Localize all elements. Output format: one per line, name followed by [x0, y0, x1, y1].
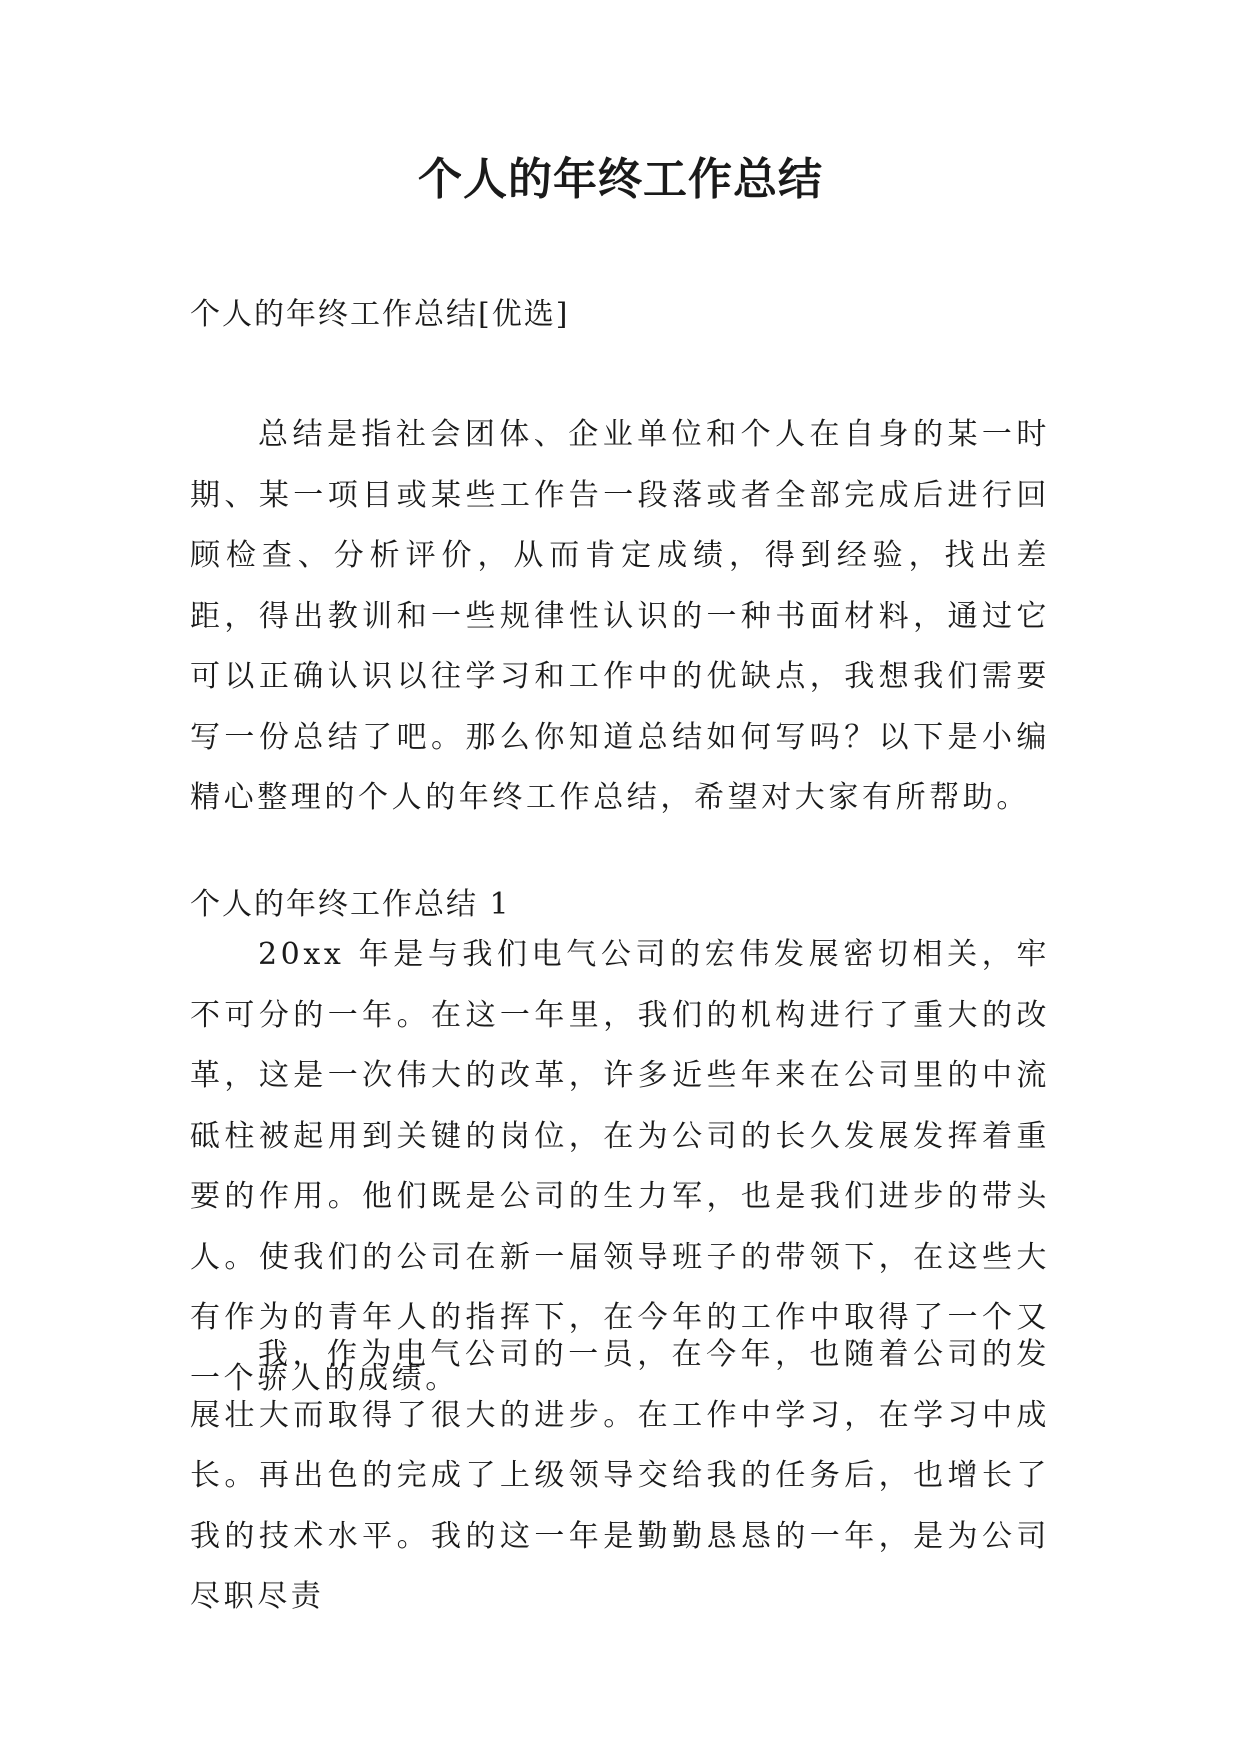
- body-paragraph: 20xx 年是与我们电气公司的宏伟发展密切相关，牢不可分的一年。在这一年里，我们的机构进行了重大的改革，这是一次伟大的改革，许多近些年来在公司里的中流砥柱被起用到关键的岗位，在为公司的长久发展发挥着重要的作用。他们既是公司的生力军，也是我们进步的带头人。使我们的公司在新一届领导班子的带领下，在这些大有作为的青年人的指挥下，在今年的工作中取得了一个又一个骄人的成绩。: [190, 937, 1050, 1396]
- intro-paragraph: 总结是指社会团体、企业单位和个人在自身的某一时期、某一项目或某些工作告一段落或者全部完成后进行回顾检查、分析评价，从而肯定成绩，得到经验，找出差距，得出教训和一些规律性认识的一种书面材料，通过它可以正确认识以往学习和工作中的优缺点，我想我们需要写一份总结了吧。那么你知道总结如何写吗？以下是小编精心整理的个人的年终工作总结，希望对大家有所帮助。: [190, 417, 1050, 815]
- body-paragraph: 我，作为电气公司的一员，在今年，也随着公司的发展壮大而取得了很大的进步。在工作中学习，在学习中成长。再出色的完成了上级领导交给我的任务后，也增长了我的技术水平。我的这一年是勤勤恳恳的一年，是为公司尽职尽责: [190, 1337, 1050, 1614]
- document-subtitle: 个人的年终工作总结[优选]: [190, 297, 570, 332]
- document-title: 个人的年终工作总结: [418, 154, 823, 205]
- section-heading: 个人的年终工作总结 1: [190, 887, 511, 922]
